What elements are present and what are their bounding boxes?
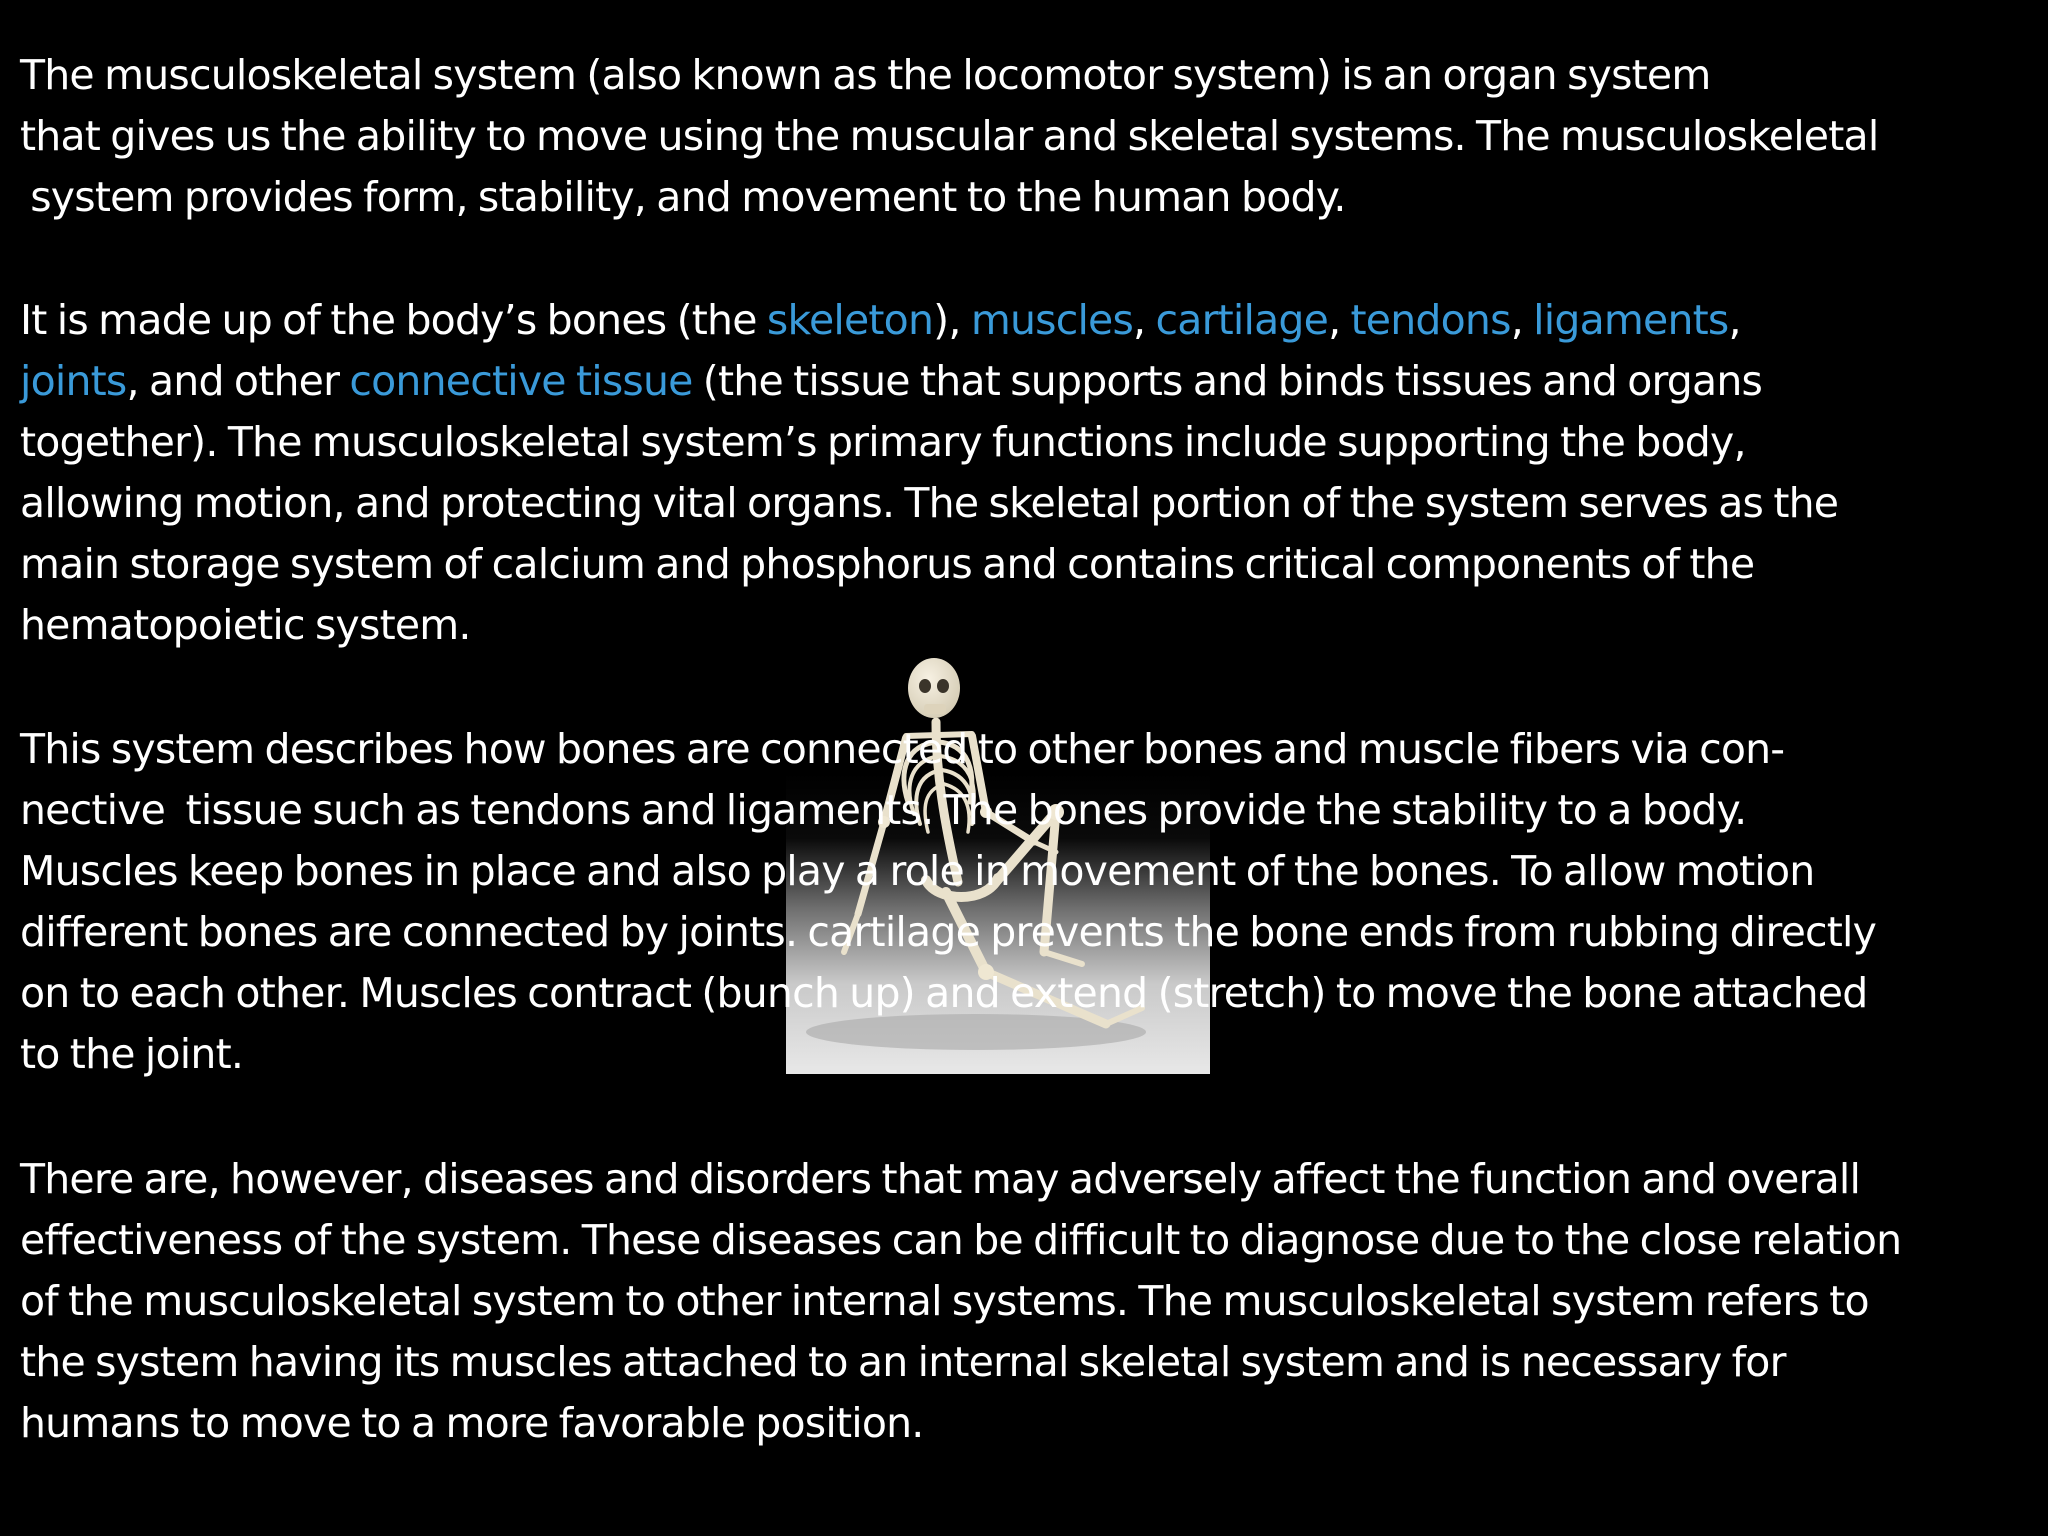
paragraph-2-line-1: [20, 290, 1741, 351]
paragraph-4-line-3: of the musculoskeletal system to other internal systems. The musculoskeletal system refers to: [20, 1277, 1869, 1325]
text-segment: ),: [933, 296, 971, 344]
paragraph-3-line-1: This system describes how bones are connected to other bones and muscle fibers via con-: [20, 725, 1785, 773]
text-segment: , and other: [126, 357, 350, 405]
paragraph-3-line-2: nective tissue such as tendons and ligaments. The bones provide the stability to a body.: [20, 786, 1747, 834]
paragraph-4-line-4: the system having its muscles attached to an internal skeletal system and is necessary for: [20, 1338, 1786, 1386]
link-cartilage[interactable]: cartilage: [1155, 296, 1329, 344]
paragraph-3-line-4: different bones are connected by joints. cartilage prevents the bone ends from rubbing directly: [20, 908, 1877, 956]
paragraph-2-line-6: hematopoietic system.: [20, 601, 471, 649]
link-muscles[interactable]: muscles: [970, 296, 1134, 344]
paragraph-1-line-3: system provides form, stability, and movement to the human body.: [20, 173, 1346, 221]
text-segment: It is made up of the body’s bones (the: [20, 296, 767, 344]
text-segment: ,: [1510, 296, 1534, 344]
text-segment: (the tissue that supports and binds tissues and organs: [692, 357, 1763, 405]
text-segment: ,: [1328, 296, 1351, 344]
paragraph-4-line-1: There are, however, diseases and disorders that may adversely affect the function and overall: [20, 1155, 1861, 1203]
paragraph-1-line-2: that gives us the ability to move using the muscular and skeletal systems. The musculoskeletal: [20, 112, 1879, 160]
link-connective-tissue[interactable]: connective tissue: [349, 357, 693, 405]
link-joints[interactable]: joints: [20, 357, 127, 405]
paragraph-4-line-5: humans to move to a more favorable position.: [20, 1399, 924, 1447]
paragraph-2-line-2: [20, 351, 1762, 412]
paragraph-2-line-5: main storage system of calcium and phosphorus and contains critical components of the: [20, 540, 1755, 588]
text-segment: ,: [1728, 296, 1741, 344]
paragraph-4-line-2: effectiveness of the system. These diseases can be difficult to diagnose due to the close relation: [20, 1216, 1902, 1264]
paragraph-3-line-6: to the joint.: [20, 1030, 244, 1078]
link-skeleton[interactable]: skeleton: [766, 296, 934, 344]
paragraph-1-line-1: The musculoskeletal system (also known as the locomotor system) is an organ system: [20, 51, 1711, 99]
paragraph-3-line-5: on to each other. Muscles contract (bunch up) and extend (stretch) to move the bone attached: [20, 969, 1868, 1017]
paragraph-3-line-3: Muscles keep bones in place and also play a role in movement of the bones. To allow motion: [20, 847, 1815, 895]
paragraph-2-line-4: allowing motion, and protecting vital organs. The skeletal portion of the system serves as the: [20, 479, 1839, 527]
link-ligaments[interactable]: ligaments: [1533, 296, 1729, 344]
link-tendons[interactable]: tendons: [1350, 296, 1511, 344]
paragraph-2-line-3: together). The musculoskeletal system’s primary functions include supporting the body,: [20, 418, 1746, 466]
text-segment: ,: [1133, 296, 1156, 344]
